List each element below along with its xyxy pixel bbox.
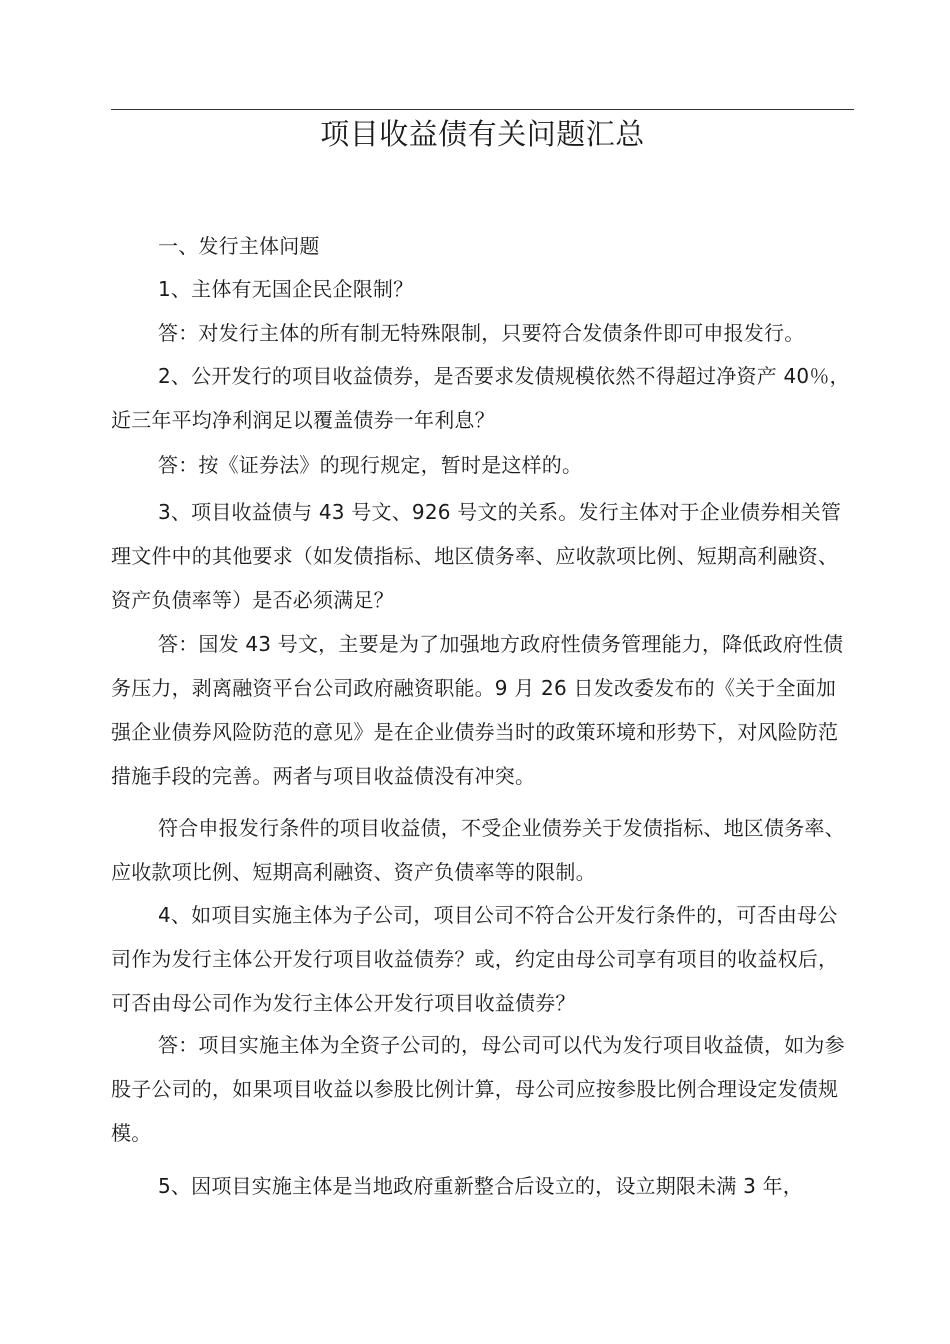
question-1: 1、主体有无国企民企限制？ — [158, 277, 414, 301]
question-2: 2、公开发行的项目收益债券，是否要求发债规模依然不得超过净资产 40％，近三年平均净利润足以覆盖债券一年利息？ — [111, 364, 850, 432]
question-3: 3、项目收益债与 43 号文、926 号文的关系。发行主体对于企业债券相关管理文件中的其他要求（如发债指标、地区债务率、应收款项比例、短期高利融资、资产负债率等）是否必须满足？ — [111, 500, 842, 612]
question-5: 5、因项目实施主体是当地政府重新整合后设立的，设立期限未满 3 年， — [158, 1174, 803, 1198]
question-4: 4、如项目实施主体为子公司，项目公司不符合公开发行条件的，可否由母公司作为发行主体公开发行项目收益债券？或，约定由母公司享有项目的收益权后，可否由母公司作为发行主体公开发行项目收益债券？ — [111, 903, 839, 1015]
answer-3-continued: 符合申报发行条件的项目收益债，不受企业债券关于发债指标、地区债务率、应收款项比例、短期高利融资、资产负债率等的限制。 — [111, 816, 845, 884]
answer-2: 答：按《证券法》的现行规定，暂时是这样的。 — [158, 453, 583, 477]
header-rule — [111, 109, 854, 110]
section-heading: 一、发行主体问题 — [158, 234, 320, 258]
answer-3: 答：国发 43 号文，主要是为了加强地方政府性债务管理能力，降低政府性债务压力，剥离融资平台公司政府融资职能。9 月 26 日发改委发布的《关于全面加强企业债券风险防范的意见》是在企业债券当时的政策环境和形势下，对风险防范措施手段的完善。两者与项目收益债没有冲突。 — [111, 632, 844, 788]
answer-4: 答：项目实施主体为全资子公司的，母公司可以代为发行项目收益债，如为参股子公司的，如果项目收益以参股比例计算，母公司应按参股比例合理设定发债规模。 — [111, 1033, 845, 1145]
document-title: 项目收益债有关问题汇总 — [320, 117, 645, 151]
answer-1: 答：对发行主体的所有制无特殊限制，只要符合发债条件即可申报发行。 — [158, 321, 805, 345]
